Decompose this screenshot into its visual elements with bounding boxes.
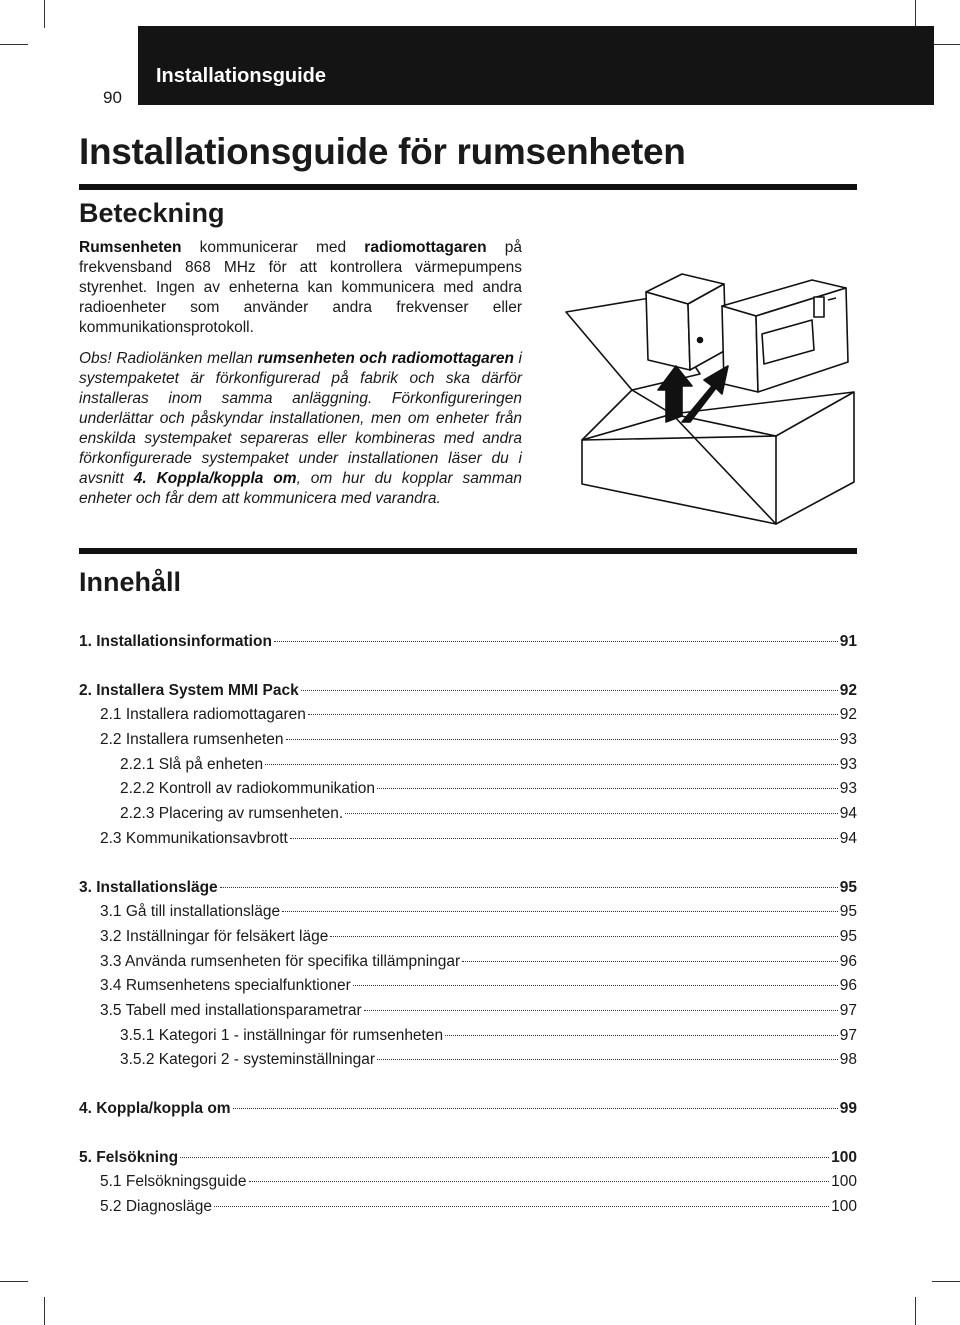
toc-entry-page: 93 [839, 755, 857, 773]
toc-leader-dots [249, 1181, 830, 1182]
toc-entry-title: 3.5.2 Kategori 2 - systeminställningar [120, 1051, 376, 1069]
toc-entry[interactable] [79, 630, 857, 655]
paragraph-text-run: Obs! Radiolänken mellan [79, 350, 258, 367]
toc-entry-title: 3.5 Tabell med installationsparametrar [100, 1001, 362, 1019]
toc-entry-title: 2.2.2 Kontroll av radiokommunikation [120, 780, 376, 798]
toc-entry-page: 94 [839, 829, 857, 847]
header-bar [138, 26, 934, 105]
toc-entry-title: 2.2 Installera rumsenheten [100, 731, 284, 749]
paragraph-text-run: 4. Koppla/koppla om [133, 470, 297, 487]
toc-entry-page: 96 [839, 952, 857, 970]
paragraph-text-run: på frekvensband 868 MHz för att kontrollera värmepumpens styrenhet. Ingen av enheterna kan kommunicera med andra radioenheter som använder andra frekvenser eller kommunikationsprotokoll. [79, 239, 522, 336]
toc-leader-dots [290, 838, 838, 839]
toc-leader-dots [353, 985, 838, 986]
toc-entry-page: 92 [839, 681, 857, 699]
toc-entry[interactable] [79, 703, 857, 728]
toc-leader-dots [220, 887, 838, 888]
product-box-illustration [562, 262, 858, 530]
toc-entry-title: 2.1 Installera radiomottagaren [100, 706, 306, 724]
toc-entry-page: 94 [839, 805, 857, 823]
toc-leader-dots [364, 1010, 838, 1011]
section-rule [79, 548, 857, 554]
toc-entry-title: 5.2 Diagnosläge [100, 1198, 213, 1216]
toc-entry[interactable] [79, 925, 857, 950]
toc-leader-dots [377, 1059, 838, 1060]
toc-entry-page: 93 [839, 780, 857, 798]
crop-mark [932, 44, 960, 45]
toc-entry-page: 92 [839, 706, 857, 724]
paragraph-text-run: kommunicerar med [181, 239, 365, 256]
crop-mark [0, 1281, 28, 1282]
toc-leader-dots [282, 911, 838, 912]
toc-leader-dots [265, 764, 838, 765]
toc-entry-title: 3.4 Rumsenhetens specialfunktioner [100, 977, 351, 995]
toc-leader-dots [214, 1206, 829, 1207]
toc-entry-title: 2.2.3 Placering av rumsenheten. [120, 805, 344, 823]
toc-entry[interactable] [79, 974, 857, 999]
toc-entry-title: 5. Felsökning [79, 1148, 179, 1166]
toc-entry-page: 97 [839, 1001, 857, 1019]
toc-entry[interactable] [79, 876, 857, 901]
toc-entry-page: 95 [839, 903, 857, 921]
toc-entry[interactable] [79, 1146, 857, 1171]
toc-entry-title: 2.2.1 Slå på enheten [120, 755, 264, 773]
section-rule [79, 184, 857, 190]
paragraph-text-run: radiomottagaren [364, 239, 487, 256]
toc-entry-title: 2. Installera System MMI Pack [79, 681, 299, 699]
toc-entry-page: 98 [839, 1051, 857, 1069]
toc-entry-page: 96 [839, 977, 857, 995]
crop-mark [0, 44, 28, 45]
toc-entry-title: 3.2 Inställningar för felsäkert läge [100, 927, 329, 945]
toc-entry[interactable] [79, 1024, 857, 1049]
designation-heading: Beteckning [79, 198, 225, 228]
toc-entry-page: 100 [831, 1173, 857, 1191]
table-of-contents [79, 630, 857, 1220]
toc-leader-dots [274, 641, 838, 642]
toc-leader-dots [345, 813, 838, 814]
toc-entry-page: 91 [839, 633, 857, 650]
toc-entry-page: 95 [839, 927, 857, 945]
toc-entry[interactable] [79, 728, 857, 753]
toc-entry[interactable] [79, 1048, 857, 1073]
toc-leader-dots [330, 936, 837, 937]
toc-entry-page: 97 [839, 1026, 857, 1044]
crop-mark [932, 1281, 960, 1282]
contents-heading: Innehåll [79, 567, 182, 597]
crop-mark [915, 1297, 916, 1325]
toc-entry[interactable] [79, 999, 857, 1024]
page-title: Installationsguide för rumsenheten [79, 131, 686, 172]
toc-leader-dots [462, 961, 838, 962]
toc-entry-title: 3.3 Använda rumsenheten för specifika tillämpningar [100, 952, 461, 970]
crop-mark [44, 1297, 45, 1325]
designation-paragraph-1 [79, 238, 522, 338]
toc-entry[interactable] [79, 1170, 857, 1195]
toc-entry-page: 93 [839, 731, 857, 749]
toc-entry-page: 95 [839, 878, 857, 896]
paragraph-text-run: , om hur du kopplar samman enheter och får dem att kommunicera med varandra. [79, 470, 522, 507]
toc-entry-title: 3. Installationsläge [79, 878, 218, 896]
designation-paragraph-2 [79, 349, 522, 509]
toc-entry-title: 3.1 Gå till installationsläge [100, 903, 281, 921]
toc-entry-page: 100 [831, 1148, 857, 1166]
toc-leader-dots [180, 1157, 829, 1158]
toc-entry-title: 3.5.1 Kategori 1 - inställningar för rumsenheten [120, 1026, 444, 1044]
toc-leader-dots [377, 788, 838, 789]
header-section-title: Installationsguide [156, 65, 327, 87]
paragraph-text-run: Rumsenheten [79, 239, 182, 256]
toc-leader-dots [301, 690, 838, 691]
toc-entry-title: 5.1 Felsökningsguide [100, 1173, 247, 1191]
toc-leader-dots [286, 739, 838, 740]
toc-entry[interactable] [79, 753, 857, 778]
paragraph-text-run: i systempaketet är förkonfigurerad på fabrik och ska därför installeras inom samma anläggning. Förkonfigureringen underlättar och påskyndar installationen, men om enheter från enskilda systempaket separeras eller kombineras med andra förkonfigurerade systempaket under installationen läser du i avsnitt [79, 350, 522, 487]
toc-entry[interactable] [79, 900, 857, 925]
toc-entry[interactable] [79, 802, 857, 827]
toc-entry[interactable] [79, 827, 857, 852]
toc-leader-dots [233, 1108, 838, 1109]
crop-mark [915, 0, 916, 28]
toc-entry-page: 99 [839, 1100, 857, 1117]
toc-leader-dots [445, 1035, 838, 1036]
toc-entry-page: 100 [831, 1198, 857, 1216]
toc-entry[interactable] [79, 1195, 857, 1220]
toc-entry[interactable] [79, 777, 857, 802]
paragraph-text-run: rumsenheten och radiomottagaren [257, 350, 514, 367]
crop-mark [44, 0, 45, 28]
toc-entry[interactable] [79, 1097, 857, 1122]
toc-entry[interactable] [79, 679, 857, 704]
toc-entry-title: 4. Koppla/koppla om [79, 1100, 231, 1117]
toc-leader-dots [308, 714, 838, 715]
toc-entry[interactable] [79, 950, 857, 975]
toc-entry-title: 1. Installationsinformation [79, 633, 272, 650]
page-number: 90 [103, 88, 122, 107]
toc-entry-title: 2.3 Kommunikationsavbrott [100, 829, 288, 847]
